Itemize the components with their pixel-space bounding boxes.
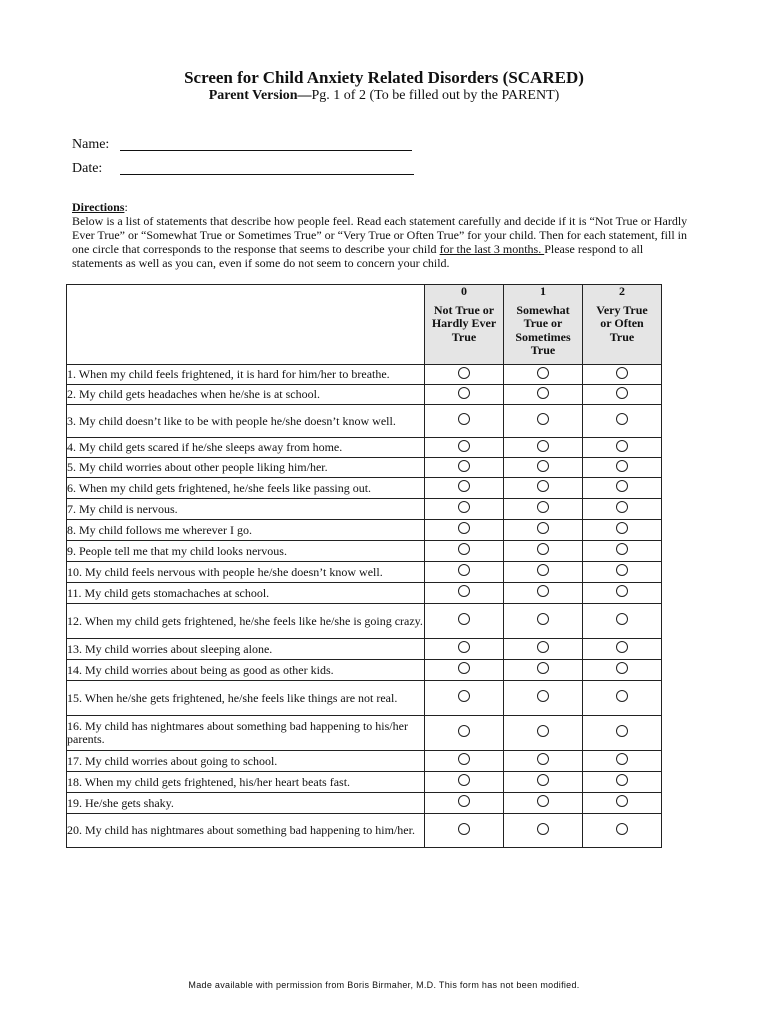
response-cell-2[interactable] [583, 583, 662, 604]
response-circle-2[interactable] [616, 753, 628, 765]
response-circle-1[interactable] [537, 440, 549, 452]
response-cell-0[interactable] [425, 660, 504, 681]
response-circle-2[interactable] [616, 662, 628, 674]
question-text: 14. My child worries about being as good as other kids. [67, 660, 425, 681]
response-cell-2[interactable] [583, 639, 662, 660]
directions-text-end: Please respond to all statements as well as you can, even if some do not seem to concern your child. [72, 242, 644, 270]
question-row [67, 716, 662, 751]
response-circle-2[interactable] [616, 460, 628, 472]
question-row [67, 814, 662, 848]
response-cell-1[interactable] [504, 478, 583, 499]
question-text: 2. My child gets headaches when he/she is at school. [67, 385, 425, 405]
response-circle-0[interactable] [458, 613, 470, 625]
response-cell-0[interactable] [425, 814, 504, 848]
question-row [67, 499, 662, 520]
question-text: 7. My child is nervous. [67, 499, 425, 520]
response-circle-2[interactable] [616, 501, 628, 513]
response-cell-0[interactable] [425, 604, 504, 639]
question-text: 13. My child worries about sleeping alone. [67, 639, 425, 660]
response-cell-1[interactable] [504, 499, 583, 520]
response-cell-2[interactable] [583, 681, 662, 716]
response-cell-0[interactable] [425, 562, 504, 583]
question-text: 10. My child feels nervous with people he/she doesn’t know well. [67, 562, 425, 583]
response-cell-2[interactable] [583, 604, 662, 639]
response-cell-2[interactable] [583, 405, 662, 438]
response-circle-2[interactable] [616, 823, 628, 835]
response-circle-2[interactable] [616, 387, 628, 399]
response-circle-0[interactable] [458, 543, 470, 555]
response-circle-2[interactable] [616, 413, 628, 425]
response-circle-1[interactable] [537, 613, 549, 625]
response-circle-1[interactable] [537, 480, 549, 492]
response-circle-0[interactable] [458, 641, 470, 653]
option-label-1: Somewhat True or Sometimes True [515, 302, 571, 357]
response-circle-2[interactable] [616, 774, 628, 786]
response-circle-2[interactable] [616, 564, 628, 576]
question-row [67, 681, 662, 716]
response-circle-2[interactable] [616, 585, 628, 597]
question-row [67, 583, 662, 604]
response-cell-0[interactable] [425, 458, 504, 478]
response-circle-2[interactable] [616, 522, 628, 534]
question-text: 12. When my child gets frightened, he/she feels like he/she is going crazy. [67, 604, 425, 639]
question-row [67, 793, 662, 814]
statement-header-cell [67, 285, 425, 365]
response-cell-2[interactable] [583, 772, 662, 793]
date-line[interactable] [120, 174, 414, 175]
response-circle-2[interactable] [616, 795, 628, 807]
response-circle-2[interactable] [616, 690, 628, 702]
response-circle-0[interactable] [458, 795, 470, 807]
response-cell-0[interactable] [425, 478, 504, 499]
directions-heading-colon: : [124, 200, 128, 214]
response-circle-0[interactable] [458, 501, 470, 513]
question-text: 18. When my child gets frightened, his/her heart beats fast. [67, 772, 425, 793]
response-circle-0[interactable] [458, 367, 470, 379]
response-cell-1[interactable] [504, 365, 583, 385]
question-text: 19. He/she gets shaky. [67, 793, 425, 814]
response-circle-1[interactable] [537, 774, 549, 786]
response-cell-0[interactable] [425, 499, 504, 520]
form-title: Screen for Child Anxiety Related Disorders (SCARED) [184, 68, 584, 87]
response-cell-2[interactable] [583, 520, 662, 541]
response-cell-1[interactable] [504, 604, 583, 639]
response-circle-2[interactable] [616, 367, 628, 379]
response-circle-2[interactable] [616, 641, 628, 653]
response-cell-0[interactable] [425, 385, 504, 405]
response-circle-0[interactable] [458, 440, 470, 452]
question-text: 15. When he/she gets frightened, he/she feels like things are not real. [67, 681, 425, 716]
option-number-2: 2 [619, 284, 625, 298]
response-cell-2[interactable] [583, 365, 662, 385]
question-row [67, 405, 662, 438]
response-circle-0[interactable] [458, 522, 470, 534]
response-circle-2[interactable] [616, 543, 628, 555]
date-label: Date: [72, 161, 103, 176]
response-circle-2[interactable] [616, 440, 628, 452]
response-cell-2[interactable] [583, 660, 662, 681]
response-cell-0[interactable] [425, 405, 504, 438]
response-cell-2[interactable] [583, 458, 662, 478]
response-circle-0[interactable] [458, 725, 470, 737]
question-row [67, 562, 662, 583]
response-circle-0[interactable] [458, 774, 470, 786]
response-circle-1[interactable] [537, 795, 549, 807]
response-cell-2[interactable] [583, 793, 662, 814]
response-circle-1[interactable] [537, 564, 549, 576]
response-cell-1[interactable] [504, 716, 583, 751]
response-circle-0[interactable] [458, 387, 470, 399]
response-cell-1[interactable] [504, 385, 583, 405]
option-number-0: 0 [461, 284, 467, 298]
question-text: 8. My child follows me wherever I go. [67, 520, 425, 541]
footer-permission-note: Made available with permission from Boris Birmaher, M.D. This form has not been modified. [188, 980, 580, 990]
response-cell-0[interactable] [425, 438, 504, 458]
question-text: 3. My child doesn’t like to be with people he/she doesn’t know well. [67, 405, 425, 438]
response-circle-1[interactable] [537, 823, 549, 835]
subtitle-version: Parent Version— [208, 88, 312, 103]
option-header-0 [425, 285, 504, 365]
response-cell-1[interactable] [504, 814, 583, 848]
response-circle-2[interactable] [616, 725, 628, 737]
response-cell-0[interactable] [425, 639, 504, 660]
response-circle-1[interactable] [537, 501, 549, 513]
response-cell-2[interactable] [583, 385, 662, 405]
response-circle-1[interactable] [537, 522, 549, 534]
response-cell-2[interactable] [583, 814, 662, 848]
response-circle-1[interactable] [537, 725, 549, 737]
name-line[interactable] [120, 150, 412, 151]
question-row [67, 365, 662, 385]
response-cell-0[interactable] [425, 583, 504, 604]
response-cell-1[interactable] [504, 438, 583, 458]
option-label-2: Very True or Often True [596, 302, 648, 344]
response-circle-0[interactable] [458, 662, 470, 674]
response-cell-2[interactable] [583, 541, 662, 562]
response-cell-0[interactable] [425, 520, 504, 541]
response-circle-1[interactable] [537, 753, 549, 765]
question-text: 11. My child gets stomachaches at school. [67, 583, 425, 604]
question-row [67, 478, 662, 499]
response-cell-1[interactable] [504, 562, 583, 583]
scared-questionnaire-table [66, 284, 662, 848]
response-circle-0[interactable] [458, 413, 470, 425]
response-cell-1[interactable] [504, 793, 583, 814]
question-row [67, 772, 662, 793]
response-circle-0[interactable] [458, 460, 470, 472]
response-cell-2[interactable] [583, 562, 662, 583]
response-cell-1[interactable] [504, 541, 583, 562]
directions-block [72, 200, 692, 270]
option-header-1 [504, 285, 583, 365]
question-row [67, 458, 662, 478]
question-text: 20. My child has nightmares about something bad happening to him/her. [67, 814, 425, 848]
response-circle-1[interactable] [537, 641, 549, 653]
question-text: 4. My child gets scared if he/she sleeps away from home. [67, 438, 425, 458]
question-row [67, 438, 662, 458]
response-cell-1[interactable] [504, 583, 583, 604]
question-text: 9. People tell me that my child looks nervous. [67, 541, 425, 562]
response-cell-2[interactable] [583, 438, 662, 458]
response-circle-1[interactable] [537, 585, 549, 597]
question-row [67, 385, 662, 405]
response-circle-1[interactable] [537, 543, 549, 555]
question-text: 1. When my child feels frightened, it is hard for him/her to breathe. [67, 365, 425, 385]
response-cell-1[interactable] [504, 751, 583, 772]
response-cell-1[interactable] [504, 520, 583, 541]
response-circle-1[interactable] [537, 460, 549, 472]
response-cell-0[interactable] [425, 772, 504, 793]
question-text: 17. My child worries about going to school. [67, 751, 425, 772]
response-circle-1[interactable] [537, 413, 549, 425]
question-row [67, 660, 662, 681]
response-circle-0[interactable] [458, 753, 470, 765]
directions-text [72, 214, 692, 270]
date-field[interactable] [72, 160, 120, 178]
response-cell-0[interactable] [425, 365, 504, 385]
response-circle-0[interactable] [458, 564, 470, 576]
response-circle-0[interactable] [458, 585, 470, 597]
response-cell-1[interactable] [504, 681, 583, 716]
response-cell-1[interactable] [504, 772, 583, 793]
question-row [67, 520, 662, 541]
response-circle-0[interactable] [458, 480, 470, 492]
response-circle-1[interactable] [537, 367, 549, 379]
response-cell-1[interactable] [504, 405, 583, 438]
response-circle-2[interactable] [616, 613, 628, 625]
header-row [67, 285, 662, 365]
question-row [67, 639, 662, 660]
response-circle-1[interactable] [537, 662, 549, 674]
directions-text-underlined: for the last 3 months. [439, 242, 545, 256]
subtitle-page-info: Pg. 1 of 2 (To be filled out by the PARENT) [311, 88, 560, 103]
question-text: 6. When my child gets frightened, he/she feels like passing out. [67, 478, 425, 499]
response-cell-0[interactable] [425, 751, 504, 772]
option-number-1: 1 [540, 284, 546, 298]
name-field[interactable] [72, 136, 120, 154]
response-circle-0[interactable] [458, 690, 470, 702]
question-text: 5. My child worries about other people liking him/her. [67, 458, 425, 478]
response-circle-1[interactable] [537, 387, 549, 399]
response-circle-1[interactable] [537, 690, 549, 702]
response-cell-0[interactable] [425, 793, 504, 814]
directions-heading: Directions [72, 200, 125, 214]
response-circle-2[interactable] [616, 480, 628, 492]
response-cell-1[interactable] [504, 660, 583, 681]
option-label-0: Not True or Hardly Ever True [431, 302, 497, 344]
response-cell-0[interactable] [425, 716, 504, 751]
response-cell-1[interactable] [504, 458, 583, 478]
response-cell-2[interactable] [583, 478, 662, 499]
response-cell-0[interactable] [425, 541, 504, 562]
question-text: 16. My child has nightmares about something bad happening to his/her parents. [67, 716, 425, 751]
response-circle-0[interactable] [458, 823, 470, 835]
option-header-2 [583, 285, 662, 365]
response-cell-2[interactable] [583, 751, 662, 772]
response-cell-0[interactable] [425, 681, 504, 716]
response-cell-2[interactable] [583, 716, 662, 751]
question-row [67, 751, 662, 772]
question-row [67, 604, 662, 639]
response-cell-1[interactable] [504, 639, 583, 660]
question-row [67, 541, 662, 562]
form-subtitle [0, 88, 768, 104]
response-cell-2[interactable] [583, 499, 662, 520]
directions-text-main: Below is a list of statements that describe how people feel. Read each statement carefully and decide if it is “Not True or Hardly Ever True” or “Somewhat True or Sometimes True” or “Very True or Often True” for your child. Then for each statement, fill in one circle that corresponds to the response that seems to describe your child [72, 214, 688, 256]
name-label: Name: [72, 137, 110, 152]
